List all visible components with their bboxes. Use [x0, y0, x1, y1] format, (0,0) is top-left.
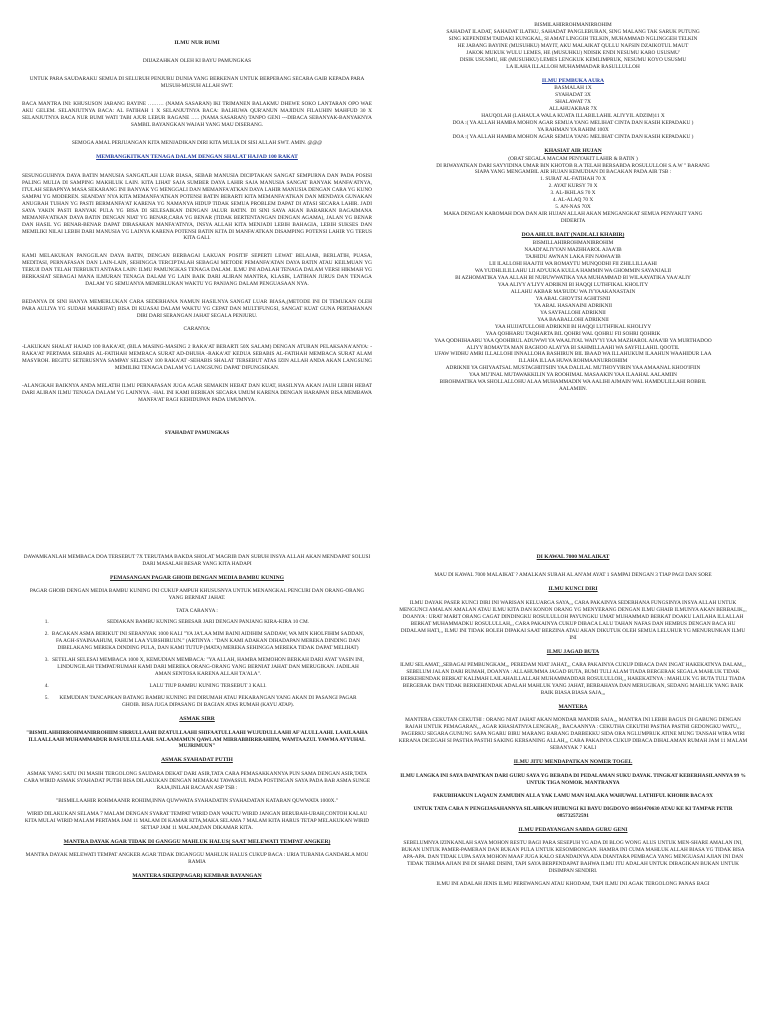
left-top-page	[22, 22, 372, 522]
pembuka-line: HAUQOLAH (LAHAULA WALA KUATA ILLABILLAHIL ALIYYIL ADZIM)11 X	[481, 113, 665, 120]
mantra-dayak-title: MANTRA DAYAK AGAR TIDAK DI GANGGU MAHLUK HALUS( SAAT MELEWATI TEMPAT ANGKER)	[63, 838, 331, 845]
sabda-guru-title: ILMU PEDAYANGAN SABDA GURU GENI	[518, 826, 628, 833]
air-hujan-line: DIDERITA	[560, 218, 586, 225]
mantera-text: MANTERA CEKUTAN CEKUTHI : ORANG NIAT JAHAT AKAN MONDAR MANDIR SAJA,,, MANTRA INI LEBIH BAGUS DI GABUNG DENGAN RAJAH UNTUK PEMAGARAN,,, AGAR KHASIATNYA LENGKAP,,, BACAANNYA : CEKUTHA CEKUTHI PASTHA PASTHI GEDONGKU WATU,,, PAGERKU SEGARA GUNUNG SAPA NGARU BIRU MARANG BARANG DARBEKKU SIDA ORA NGLUMPRUK ATINE MUNG TANSAH WIRA WIRI KERANA DICEGAH SI PASTHA PASTHI SAKING KERSANING ALLAH,,, CARA PAKAINYA CUKUP DIBACA DIHALAMAN RUMAH JAM 11 MALAM SEBANYAK 7 KALI	[398, 717, 748, 752]
syahadat-putih-bismillah: "BISMILLAAHIR ROHMAANIR ROHIIM,INNA QUWWATA SYAHADATIN SYAHADATAN KATABAN QUWWATA 1000X."	[56, 797, 338, 804]
air-hujan-line: (OBAT SEGALA MACAM PENYAKIT LAHIR & BATIN )	[508, 155, 638, 162]
nadli-line: BISMILLAHIRROHMANIRROHIM	[532, 239, 614, 246]
nadli-line: AALAMIIN.	[558, 386, 588, 393]
opening-line: SING KEPENDEM TAIDAKI KUNGKAL, SI AMAT LINGGIH TELKIN, MUHAMMAD NGLINGGEH TELKIN	[448, 35, 698, 42]
air-hujan-line: MAKA DENGAN KAROMAH DOA DAN AIR HUJAN ALLAH AKAN MENGANGKAT SEMUA PENYAKIT YANG	[443, 211, 703, 218]
pembuka-line: BASMALAH 1X	[554, 85, 592, 92]
sikep-title: MANTERA SIKEP(PAGAR) KEMBAR BAYANGAN	[132, 873, 262, 880]
pagar-ghoib-intro: PAGAR GHOIB DENGAN MEDIA BAMBU KUNING INI CUKUP AMPUH KHUSUSNYA UNTUK MENANGKAL PENCURI DAN ORANG-ORANG YANG BERNIAT JAHAT.	[29, 588, 365, 602]
tenaga-dalam-para-2: KAMI MELAKUKAN PANGGILAN DAYA BATIN, DENGAN BERBAGAI LAKUAN POSITIF SEPERTI LEWAT BELAJAR, BERLATIH, PUASA, MEDITASI, PERNAFASAN DAN LAIN-LAIN, SEHINGGA TERCIPTALAH SEBAGAI METODE PEMANFA'ATAN DAYA BATIN ATAU KEILMUAN YG TERUJI DAN TELAH TERBUKTI ANTARA LAIN: ILMU PAMUNGKAS TENAGA DALAM. ILMU INI ADALAH TENAGA DALAM VERSI HIKMAH YG BERKASIAT SEBAGAI MANA ILMURAN TENAGA DALAM YG LAIN BAIK DARI ALIRAN MANTRA, KLASIK, LATIHAN JURUS DAN TENAGA DALAM YG SEMUANYA MEMERLUKAN WAKTU YG PANJANG DALAM PENGUASAAN NYA.	[22, 253, 372, 288]
nadli-line: YA SAYFALLOHI ADRIKNII	[540, 309, 606, 316]
tata-cara-label: TATA CARANYA :	[176, 608, 218, 615]
contact-text: UNTUK TATA CARA N PENGIJASAHANNYA SILAHKAN HUBUNGI KI BAYU DIGDOYO 08561470630 ATAU KE KI TAMPAR PETIR 085732572591	[413, 805, 733, 819]
pagar-step: 3. SETELAH SELESAI MEMBACA 1000 X, KEMUDIAN MEMBACA: "YA ALLAH, HAMBA MEMOHON BERKAH DARI AYAT YASIN INI, LINDUNGILAH TEMPAT/RUMAH KAMI DARI MEREKA ORANG-ORANG YANG BERNIAT JAHAT DAN MERUGIKAN. JADILAH AMAN SENTOSA KARENA ALLAH TA'ALA".	[50, 657, 366, 678]
nadli-line: TAJHIDU AWNAN LAKA FIN NAWAA'IB	[525, 253, 621, 260]
opening-line: DISIK USUSMU, HE (MUSUHKU) LEMES LENGKUK KEMLIMPRUK, NESUMU KOYO USUSMU	[459, 56, 687, 63]
air-hujan-line: 3. AL-IKHLAS 70 X	[550, 190, 596, 197]
pagar-step: 2. BACAKAN ASMA BERIKUT INI SEBANYAK 1000 KALI "YA JA'LAA MIM BAINI AIDIHIM SADDAW, WA MIN KHOLFIHIM SADDAN, FA AGH-SYAINAAHUM, FAHUM LAA YUBSHIRUUN." (ARTINYA : "DAN KAMI ADAKAN DIHADAPAN MEREKA DINDING DAN DIBELAKANG MEREKA DINDING PULA, DAN KAMI TUTUP (MATA) MEREKA SEHINGGA MEREKA TIDAK DAPAT MELIHAT)	[50, 631, 366, 652]
jagad-buta-text: ILMU SELAMAT,,,SEBAGAI PEMBUNGKAM,,, PEREDAM NIAT JAHAT,,, CARA PAKAINYA CUKUP DIBACA DAN INGAT HAKEKATNYA DALAM,,, SEBELUM JALAN DARI RUMAH, DOANYA : ALLAHUMMA JAGAD BUTA, BUMI TULI ALAM TIADA BERGERAK SEGALA MAHLUK TIDAK BERKEHENDAK BERKAT KALIMAH LAILAHAILLALLAH MUHAMMADDAR ROSULULLOH,,, HAKEKATNYA : MAHLUK YG BUTA TULI TIADA BERGERAK DAN TIDAK BERKEHENDAK ADALAH MAHLUK YANG JAHAT, BERBAHAYA DAN MERUGIKAN, SEDANG MAHLUK YANG BAIK BAIK BIASA BIASA SAJA,,,	[400, 662, 746, 696]
air-hujan-line: DI RIWAYATKAN DARI SAYYIDINA UMAR BIN KHOTOB R.A TELAH BERSABDA ROSULULLOH S.A.W " BARANG	[436, 162, 710, 169]
nadli-line: UFAW WIDHU AMRI ILLALLOHI INNALLOHA BASHIRUN BIL IBAAD WA ILLAHUKUM ILAAHUN WAAHIDUR LAA	[434, 351, 712, 358]
opening-line: BISMILAHIRROHMANIRROHIM	[534, 22, 612, 28]
ya-rahman-text: YA RAHMAN YA RAHIM 100X	[537, 127, 609, 134]
opening-line: HE JABANG BAYINE (MUSUHKU) MAYIT, AKU MALAIKAT QULLU NAFSIN DZAIKOTUL MAUT	[457, 42, 689, 49]
right-top-page	[398, 22, 748, 522]
right-bottom-page	[398, 554, 748, 1024]
nadli-line: ALIYY ROMAYTA MAN BAGHOO ALAYYA BI SAHMILLAAHI WA SAYFILLAHIL QOOTIL	[466, 344, 680, 351]
kunci-diri-text: ILMU DAYAK PASER KUNCI DIRI INI WARISAN KELUARGA SAYA,,, CARA PAKAINYA SEDERHANA FUNGSINYA INSYA ALLAH UNTUK MENGUNCI AMALAN AMALAN ATAU ILMU KITA DAN KONON ORANG YG MENYERANG DENGAN ILMU GHAIB ILMUNYA AKAN BERBALIK,,, DOANYA : URAT MARIT ORANG CAGAT DINDINGKU ROSULULLOH PAYUNGKU UMAT MUHAMMAD BERKAT DOAKU LAILAHA ILLALLAH BERKAT MUHAMMADKU ROSULULLAH,,, CARA PAKAINYA CUKUP DIBACA LALU TAHAN NAFAS DAN HEMBUS DENGAN BACA HU DIDALAM HATI,,, ILMU INI TIDAK BOLEH DIPAKAI SAAT BERZINA ATAU AKAN DIKUTUK OLEH SEMUA LELUHUR YG MENURUNKAN ILMU INI	[399, 599, 747, 641]
nadli-line: YAA QODHIHAARU YAA QOOHIRUL ADUWWI YA WAALIYAL WAIY'YI YAA MAZHAROL AJAA'IB YA MURTHADOO	[434, 337, 712, 344]
nur-bumi-title: ILMU NUR BUMI	[174, 40, 220, 46]
malaikat-title: DI KAWAL 7000 MALAIKAT	[536, 554, 610, 560]
nadli-line: YA ABAL HASANAINI ADRIKNII	[534, 302, 612, 309]
nadli-line: ALLAHU AKBAR MA'BUDU WA IYYAAKANASTAIN	[510, 288, 636, 295]
wirid-text: WIRID DILAKUKAN SELAMA 7 MALAM DENGAN SYARAT TEMPAT WIRID DAN WAKTU WIRID JANGAN BERUBAH-UBAH,CONTOH KALAU KITA MULAI WIRID MALAM PERTAMA JAM 11 MALAM DI KAMAR KITA,MAKA SELAMA 7 MALAM KITA HARUS TETAP MELAKUKAN WIRID SETIAP JAM 11 MALAM,DAN DIKAMAR KITA.	[24, 810, 370, 831]
togel-text: ILMU LANGKA INI SAYA DAPATKAN DARI GURU SAYA YG BERADA DI PEDALAMAN SUKU DAYAK. TINGKAT KEBERHASILANNYA 99 % UNTUK TIGA NOMOR. MANTRANYA	[400, 772, 746, 786]
mantera-title: MANTERA	[558, 703, 588, 710]
nur-bumi-author: DIIJAZAHKAN OLEH KI BAYU PAMUNGKAS	[142, 58, 252, 65]
malaikat-text: MAU DI KAWAL 7000 MALAIKAT ? AMALKAN SURAH AL AN'AM AYAT 1 SAMPAI DENGAN 3 TIAP PAGI DAN SORE	[434, 572, 712, 579]
left-bottom-page	[22, 554, 372, 1024]
nadli-line: LII ILALLOHI HAAJTII WA ROMAYTU MUNQODHI FII ZHILLILLAAHI	[489, 260, 657, 267]
nur-bumi-intro: UNTUK PARA SAUDARAKU SEMUA DI SELURUH PENJURU DUNIA YANG BERKENAN UNTUK BERPERANG SECARA GAIB KEPADA PARA MUSUH-MUSUH ALLAH SWT.	[29, 76, 365, 90]
right-column	[398, 0, 748, 1024]
pembuka-line: ALLAHUAKBAR 7X	[548, 106, 598, 113]
left-column	[22, 0, 372, 1024]
pembuka-aura-title: ILMU PEMBUKA AURA	[541, 77, 605, 84]
nadli-line: YAA ALIYY A'LIYY ADRIKNI BI HAQQI LUTHFIKAL KHOLITY	[497, 281, 649, 288]
nur-bumi-wish: SEMOGA AMAL PERJUANGAN KITA MENJADIKAN DIRI KITA MULIA DI SISI ALLAH SWT. AMIN. @@@	[71, 140, 323, 147]
tenaga-dalam-para-3: BEDANYA DI SINI HANYA MEMERLUKAN CARA SEDERHANA NAMUN HASILNYA SANGAT LUAR BIASA,(METODE INI DI TEMUKAN OLEH PARA AULIYA YG SUDAH MAKRIFAT) BISA DI KUASAI DALAM WAKTU YG CEPAT DAN MULTIFUNGSI, SANGAT KUAT GUNA PERTAHANAN DIRI DARI SERANGAN JAHAT SEGALA PENJURU.	[22, 299, 372, 320]
nur-bumi-mantra: BACA MANTRA INI: KHUSUSON JABANG BAYINE ……… (NAMA SASARAN) IKI TRIMANEN BALAKMU DHEWE SOKO LANTARAN OPO WAE AKU GELEM. SELANJUTNYA BACA: AL FATIHAH 1 X SELANJUTNYA BACA: BALHUWA QUR'ANUN MAJIDUN FILAUHIN MAHFUD 30 X SELANJUTNYA BACA NUR BUMI WATI TABI AJUR LEBUR RAGANE ….. (NAMA SASARAN) TANPO GENI ---DIBACA SEBANYAK-BANYAKNYA SAMBIL BAYANGKAN WAJAH YANG MAU DISERANG.	[22, 101, 372, 129]
perewangan-text: ILMU INI ADALAH JENIS ILMU PEREWANGAN ATAU KHODAM, TAPI ILMU INI AGAK TERGOLONG PANAS BAGI	[436, 880, 710, 887]
dawamkan-text: DAWAMKANLAH MEMBACA DOA TERSEBUT 7X TERUTAMA BAKDA SHOLAT MAGRIB DAN SUBUH INSYA ALLAH AKAN MENDAPAT SOLUSI DARI MASALAH BESAR YANG KITA HADAPI	[23, 554, 371, 567]
mantra-dayak-text: MANTRA DAYAK MELEWATI TEMPAT ANGKER AGAR TIDAK DIGANGGU MAHLUK HALUS CUKUP BACA : URIA TUBANIA GANDARLA MOU RAMIA	[25, 852, 369, 866]
sabda-guru-text: SEBELUMNYA IZINKANLAH SAYA MOHON RESTU BAGI PARA SESEPUH YG ADA DI BLOG WONG ALUS UNTUK MEN-SHARE AMALAN INI, BUKAN UNTUK PAMER-PAMERAN DAN BUKAN PULA UNTUK KESOMBONGAN. HAMBA INI CUMA MAHLUK ALLAH BIASA YG TIDAK BISA APA-APA. DAN TIDAK LUPA SAYA MOHON MAAF JUGA KALO SEANDAINYA ADA DIANTARA PEMBACA YANG MENGUASAI AJIAN INI DAN TIDAK TERIMA AJIAN INI DI SHARE DISINI, TAPI SAYA BERPENDAPAT BAHWA ILMU ITU ADALAH UNTUK DIBAGIKAN BUKAN UNTUK DISIMPAN SENDIRI.	[401, 839, 745, 874]
tenaga-dalam-para-1: SESUNGGUHNYA DAYA BATIN MANUSIA SANGATLAH LUAR BIASA, SEBAB MANUSIA DICIPTAKAN SANGAT SEMPURNA DAN PADA POSISI PALING MULIA DI SAMPING MAKHLUK LAIN. KITA LIHAT SAJA SUMBER DAYA LAHIR SAJA MANUSIA SANGAT BANYAK MANFA'ATNYA, ITULAH SEBAPNYA MASA SEKARANG INI BANYAK YG MENGGALI DAN MEMANFA'ATKAN DAYA LAHIR MANUSIA DENGAN CARA YG KUNO SAMPAI YG MODEREN. SEANDAY NYA KITA MEMANFA'ATKAN POTENSI BATIN BERARTI KITA MEMANFA'ATKAN DAN MENDAYA GUNAKAN ANUGRAH TUHAN YG PASTI BERMANFA'AT KARENA YG NAMANYA HIDUP TIDAK SEMUA PROBLEM DAPAT DI ATASI SECARA LAHIR. JADI SAYA YAKIN PASTI BANYAK PULA YG BISA DI SELESAIKAN DENGAN JALUR BATIN. DI SINI SAYA AKAN BABARKAN BAGAIMANA MEMANFA'ATKAN DAYA BATIN DENGAN NIAT YG BENAR,CARA YG BENAR (TIDAK BERTENTANGAN DENGAN AGAMA), JALAN YG BENAR DAN HASIL YG BENAR-BENAR DAPAT DIRASAKAN MANFA'ATNYA, INSYA ALLAH KITA MENJADI LEBIH BAHAGIA, LEBIH SUKSES DAN MEMILIKI NILAI LEBIH DARI MANUSIA YG LAINYA KARENA POTENSI BATIN KITA DI MANFA'ATKAN DISAMPING POTENSI LAHIR YG TERUS KITA GALI.	[22, 172, 372, 242]
tenaga-dalam-title: MEMBANGKITKAN TENAGA DALAM DENGAN SHALAT HAJAD 100 RAKAT	[96, 154, 298, 161]
syahadat-putih-text: ASMAK YANG SATU INI MASIH TERGOLONG SAUDARA DEKAT DARI ASIR,TATA CARA PEMASAKKANNYA PUN SAMA DENGAN ASIR,TATA CARA WIRID ASMAK SYAHADAT PUTIH BISA DILAKUKAN DENGAN MEMAKAI TAWASSUL PADA POSTINGAN SAYA PADA BAB ASMA SUNGE RAJA,INILAH BACAAN ASP TSB :	[23, 770, 371, 791]
nadli-line: WA YUDHLILILLAHU LII AD'UUKA KULLA HAMMIN WA GHOMMIN SAYANJALII	[474, 267, 672, 274]
air-hujan-line: 1. SURAT AL-FATIHAH 70 X	[540, 176, 606, 183]
opening-line: SAHADAT ILADAT, SAHADAT ILATKU, SAHADAT PANGLEBURAN, SING MALANG TAK SARUK PUTUNG	[446, 28, 700, 35]
air-hujan-line: SIAPA YANG MENGAMBIL AIR HUJAN KEMUDIAN DI BACAKAN PADA AIR TSB :	[474, 169, 672, 176]
doa-text: DOA :( YA ALLAH HAMBA MOHON AGAR SEMUA YANG MELIHAT CINTA DAN KASIH KEPADAKU )	[452, 120, 694, 127]
nadli-line: ADRIKNII YA GHIYAATSAL MUSTAGHIITSIIN YAA DALILAL MUTHOYYIRIN YAA AMAANAL KHOO'IFIIN	[445, 365, 701, 372]
air-hujan-line: 5. AN-NAS 70X	[555, 204, 591, 211]
asmak-sirr-text: "BISMILAHHIRROHMANIRROHIIM SIRRULLAAHI DZATULLAAHI SHIFAATULLAAHI WUJUDULLAAHI AF'ALULLAAHI. LAAILAAHA ILLAALLAAH MUHAMMADUR RASUULULLAAH. SALAAMAMUN QAWLAM MIRRABBIRRRAHIIM, WAMTAAZUL YAWMA AYYUHAL MUJRIMUUN"	[26, 729, 368, 750]
nadli-line: NAADI'ALIYYAN MAZHHAROL AJAA'IB	[524, 246, 622, 253]
nadli-line: BI AZHOMATIKA YAA ALLAH BI NUBUWWATIKA YAA MUHAMMAD BI WILAAYATIKA YAA'ALIY	[455, 274, 691, 281]
signature: SYAHADAT PAMUNGKAS	[164, 430, 230, 437]
nadli-line: YAA QOHHARU TAQHARTA BIL QOHRI WAL QOHRU FII SOHRI QOHRIK	[485, 330, 661, 337]
togel-title: ILMU JITU MENDAPATKAN NOMER TOGEL	[513, 759, 633, 766]
opening-line: JAKOK MUKUK WULU LEMES, HE (MUSUHKU) NDISIK ENDI NESUMU KARO USUSMU'	[466, 49, 680, 56]
caranya-step-1: -LAKUKAN SHALAT HAJAD 100 RAKA'AT, (BILA MASING-MASING 2 RAKA'AT BERARTI 50X SALAM) DENGAN ATURAN PELAKSANA'ANYA: -RAKA'AT PERTAMA SEBABIS AL-FATIHAH MEMBACA SURAT AD-DHUHA -RAKA'AT KEDUA SEBABIS AL-FATIHAH MEMBACA SURAT ALAM MASYROH. BEGITU SETERUSNYA SAMPAY SELESAY 100 RAKA'AT -SEHABIS SHALAT TERSEBUT ATAS IZIN ALLAH ANDA AKAN LANGSUNG MEMILIKI TENAGA DALAM YG LANGSUNG DAPAT DIFUNGSIKAN.	[22, 344, 372, 372]
nadli-line: YAA BAABALLOHI ADRIKNII	[537, 316, 609, 323]
air-hujan-line: 2. AYAT KURSY 70 X	[548, 183, 598, 190]
caranya-label: CARANYA:	[183, 326, 211, 333]
syahadat-putih-title: ASMAK SYAHADAT PUTIH	[161, 757, 233, 764]
pembuka-line: SHALAWAT 7X	[555, 99, 591, 106]
fakubihakun-text: FAKUBIHAKUN LAQAUN ZAMUDIN ALLA YAK LAMU MAN HALAKA WAHUWAL LATHIFUL KHOBIR BACA 9X	[433, 792, 713, 799]
pagar-step: 4. LALU TIUP BAMBU KUNING TERSEBUT 3 KALI.	[50, 683, 366, 690]
nadli-line: ILLAHA ILLAA HUWA ROHMAANURROHIIM	[518, 358, 628, 365]
jagad-buta-title: ILMU JAGAD BUTA	[546, 648, 600, 655]
nadli-line: YAA MU'INAL MUTAWAKKILIN YA ROOHIMAL MASAAKIN YAA ILAAHAL AALAMIIN	[468, 372, 678, 379]
caranya-step-2: -ALANGKAH BAIKNYA ANDA MELATIH ILMU PERNAFASAN JUGA AGAR SEMAKIN HEBAT DAN KUAT, HASILNYA AKAN JAUH LEBIH HEBAT DARI ALIRAN ILMU TENAGA DALAM YG LAINNYA. -HAL INI KAMI BERIKAN SECARA UMUM KARENA DENGAN HARAPAN BISA MEMBAWA MANFA'AT BAGI KEHIDUPAN PADA UMUMNYA.	[22, 383, 372, 404]
pagar-ghoib-title: PEMASANGAN PAGAR GHOIB DENGAN MEDIA BAMBU KUNING	[110, 574, 284, 581]
pagar-step: 1. SEDIAKAN BAMBU KUNING SEBESAR JARI DENGAN PANJANG KIRA-KIRA 10 CM.	[50, 619, 366, 626]
nadli-line: YA ABAL GHOYTSI AGHITSNII	[535, 295, 611, 302]
doa-text: DOA :( YA ALLAH HAMBA MOHON AGAR SEMUA YANG MELIHAT CINTA DAN KASIH KEPADAKU )	[452, 134, 694, 141]
air-hujan-title: KHASIAT AIR HUJAN	[544, 148, 602, 155]
kunci-diri-title: ILMU KUNCI DIRI	[548, 586, 598, 593]
nadli-line: BIROHMATIKA WA SHOLLALLOHU ALAA MUHAMMADIN WA AALIHI AJMAIN WAL HAMDULILLAHI ROBBIL	[439, 379, 707, 386]
pembuka-line: SYAHADAT 3X	[555, 92, 591, 99]
nadli-line: YAA HUJJATULLOHI ADRIKNII BI HAQQI LUTHFIKAL KHOLIYY	[494, 323, 652, 330]
air-hujan-line: 4. AL-ALAQ 70 X	[552, 197, 594, 204]
pagar-steps-list	[22, 619, 372, 709]
nadli-khabir-title: DOA AHLUL BAIT (NADLALI KHABIR)	[521, 232, 625, 239]
pagar-step: 5. KEMUDIAN TANCAPKAN BATANG BAMBU KUNING INI DIRUMAH ATAU PEKARANGAN YANG AKAN DI PASANGI PAGAR GHOIB. BISA JUGA DIPASANG DI BAGIAN ATAS RUMAH (KAYU ATAP).	[50, 695, 366, 709]
opening-line: LA ILAHA ILLALLOH MUHAMMADAR RASULLULLOH	[506, 63, 640, 70]
asmak-sirr-title: ASMAK SIRR	[179, 716, 215, 723]
